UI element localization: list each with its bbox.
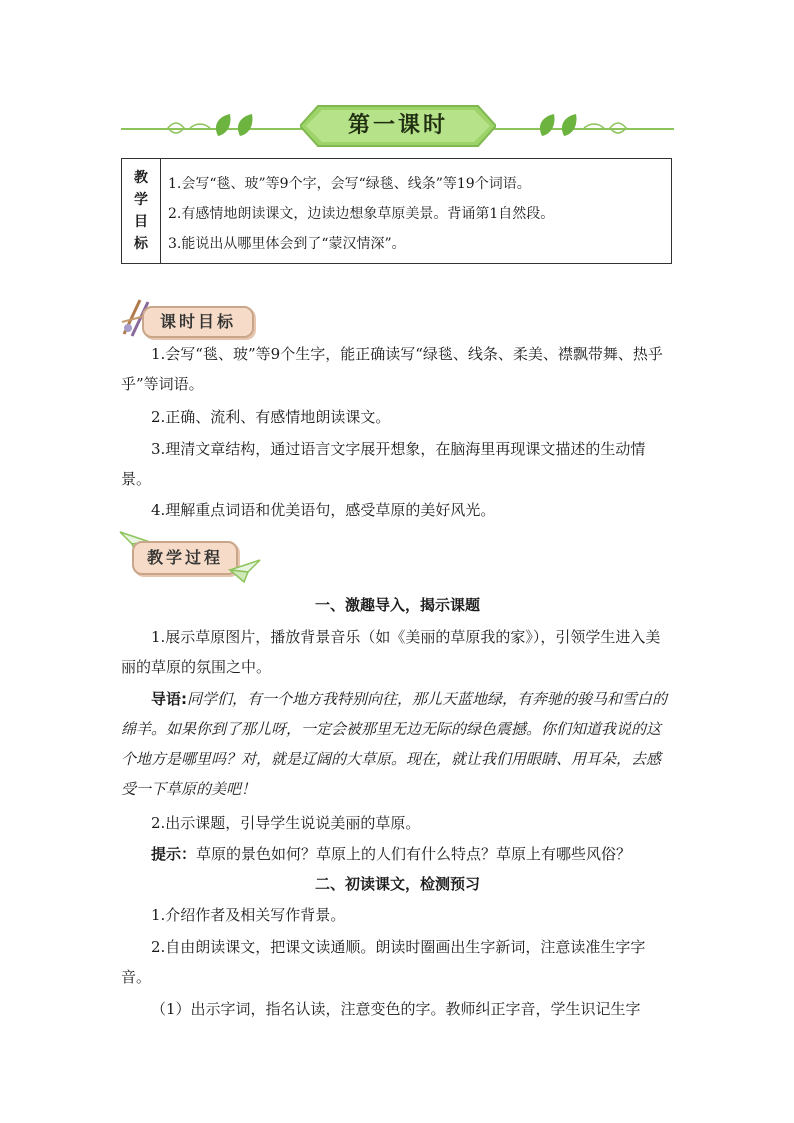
intro-label: 导语: xyxy=(151,690,187,708)
leaf-ornament-right xyxy=(514,112,634,144)
goal-item: 2.正确、流利、有感情地朗读课文。 xyxy=(151,408,391,426)
goal-item: 4.理解重点词语和优美语句，感受草原的美好风光。 xyxy=(151,501,496,519)
title-banner xyxy=(300,104,496,148)
hint-label: 提示： xyxy=(151,845,197,863)
objectives-header-char: 目 xyxy=(134,214,148,230)
hint-paragraph xyxy=(121,839,674,869)
goal-item: 3.理清文章结构，通过语言文字展开想象，在脑海里再现课文描述的生动情景。 xyxy=(121,440,646,488)
objective-line: 2.有感情地朗读课文，边读边想象草原美景。背诵第1自然段。 xyxy=(168,206,555,222)
paragraph: 1.展示草原图片，播放背景音乐（如《美丽的草原我的家》），引领学生进入美丽的草原的氛围之中。 xyxy=(121,628,661,676)
intro-text: 同学们，有一个地方我特别向往，那儿天蓝地绿，有奔驰的骏马和雪白的绵羊。如果你到了那儿呀，一定会被那里无边无际的绿色震撼。你们知道我说的这个地方是哪里吗？对，就是辽阔的大草原。现在，就让我们用眼睛、用耳朵，去感受一下草原的美吧！ xyxy=(121,690,668,798)
section-heading: 二、初读课文，检测预习 xyxy=(314,875,480,893)
leaf-ornament-left xyxy=(160,112,280,144)
objectives-header xyxy=(122,159,161,263)
goal-item: 1.会写“毯、玻”等9个生字，能正确读写“绿毯、线条、柔美、襟飘带舞、热乎乎”等词语。 xyxy=(121,345,663,393)
intro-paragraph xyxy=(121,684,674,804)
paragraph: 2.出示课题，引导学生说说美丽的草原。 xyxy=(151,814,421,832)
objectives-header-char: 标 xyxy=(134,236,148,252)
paragraph: 1.介绍作者及相关写作背景。 xyxy=(151,906,346,924)
page-title: 第一课时 xyxy=(347,113,448,138)
section-label-goals: 课时目标 xyxy=(142,306,254,338)
objectives-table xyxy=(121,158,672,264)
objective-line: 1.会写“毯、玻”等9个字，会写“绿毯、线条”等19个词语。 xyxy=(168,176,531,192)
hint-text: 草原的景色如何？草原上的人们有什么特点？草原上有哪些风俗？ xyxy=(196,845,632,863)
objectives-header-char: 学 xyxy=(134,192,148,208)
objective-line: 3.能说出从哪里体会到了“蒙汉情深”。 xyxy=(168,236,406,252)
paragraph: （1）出示字词，指名认读，注意变色的字。教师纠正字音，学生识记生字 xyxy=(151,1000,641,1018)
section-label-process: 教学过程 xyxy=(132,541,238,575)
paragraph: 2.自由朗读课文，把课文读通顺。朗读时圈画出生字新词，注意读准生字字音。 xyxy=(121,938,646,986)
section-heading: 一、激趣导入，揭示课题 xyxy=(314,596,480,614)
paper-plane-icon xyxy=(228,556,262,584)
objectives-header-char: 教 xyxy=(134,170,148,186)
